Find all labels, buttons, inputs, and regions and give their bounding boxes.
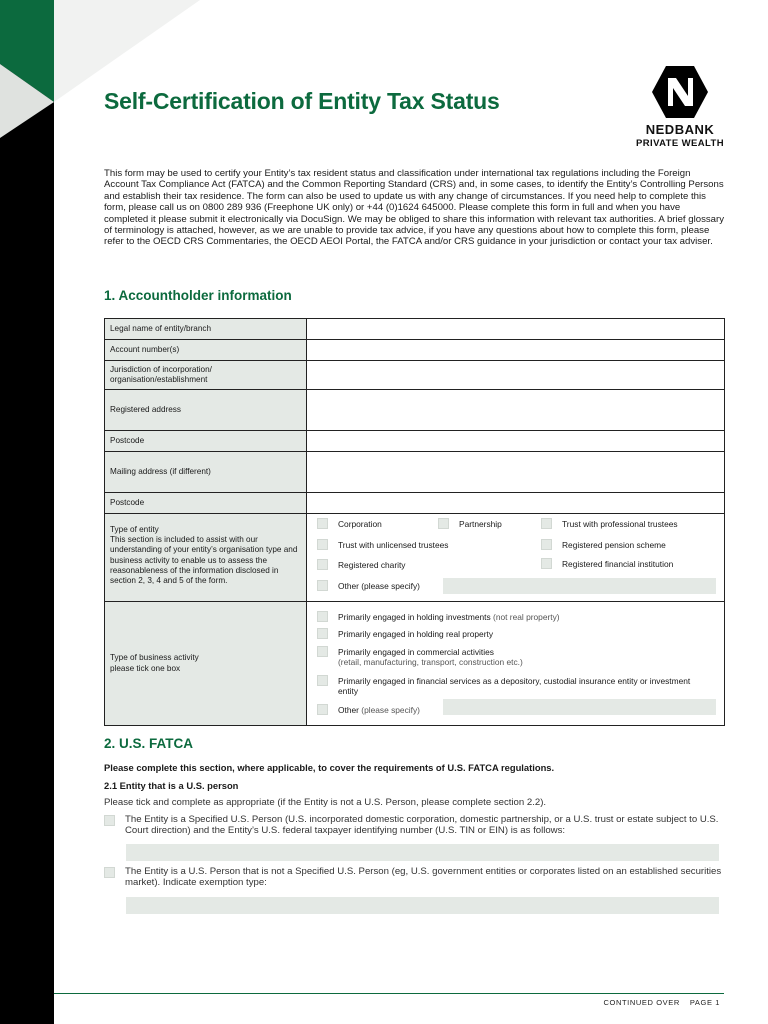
option-text: Other (338, 705, 359, 715)
us-tin-field[interactable] (126, 844, 719, 861)
registered-address-field[interactable] (307, 390, 724, 430)
account-number-label: Account number(s) (105, 340, 307, 360)
option-note: (please specify) (361, 705, 420, 715)
checkbox[interactable] (317, 646, 328, 657)
table-row (105, 493, 724, 514)
mailing-postcode-label: Postcode (105, 493, 307, 513)
table-row (105, 602, 724, 725)
left-decorative-band (0, 0, 54, 1024)
option-label: The Entity is a U.S. Person that is not a Specified U.S. Person (eg, U.S. government entities or corporates listed on an established securities market). Indicate exemption type: (125, 866, 722, 889)
table-row (105, 361, 724, 390)
business-activity-label (105, 602, 307, 725)
option-trust-unlicensed[interactable] (317, 540, 448, 550)
business-activity-options (307, 602, 724, 725)
continued-over-text: CONTINUED OVER (603, 998, 680, 1007)
postcode-label: Postcode (105, 431, 307, 451)
option-financial[interactable] (317, 676, 707, 696)
page-footer (560, 998, 720, 1007)
checkbox[interactable] (541, 558, 552, 569)
checkbox[interactable] (541, 518, 552, 529)
option-label: Partnership (459, 519, 502, 529)
entity-type-label (105, 514, 307, 601)
entity-type-options (307, 514, 724, 601)
checkbox[interactable] (317, 611, 328, 622)
table-row (105, 431, 724, 452)
option-partnership[interactable] (438, 519, 502, 529)
nedbank-logo (620, 66, 740, 149)
business-activity-description: please tick one box (110, 663, 181, 673)
brand-name: NEDBANK (645, 122, 715, 137)
activity-other-specify-field[interactable] (443, 699, 716, 715)
checkbox[interactable] (317, 559, 328, 570)
table-row (105, 340, 724, 361)
section2-heading: 2. U.S. FATCA (104, 736, 194, 751)
business-activity-title: Type of business activity (110, 653, 199, 663)
checkbox[interactable] (541, 539, 552, 550)
option-holding-property[interactable] (317, 629, 493, 639)
option-label: Primarily engaged in holding real property (338, 629, 494, 639)
us-non-specified-person-option[interactable] (104, 866, 724, 889)
accountholder-table (104, 318, 725, 726)
checkbox[interactable] (317, 539, 328, 550)
table-row (105, 514, 724, 602)
checkbox[interactable] (104, 867, 115, 878)
brand-subtitle: PRIVATE WEALTH (636, 138, 724, 149)
checkbox[interactable] (317, 518, 328, 529)
jurisdiction-field[interactable] (307, 361, 724, 389)
page-title: Self-Certification of Entity Tax Status (104, 88, 500, 114)
postcode-field[interactable] (307, 431, 724, 451)
option-pension[interactable] (541, 540, 666, 550)
section1-heading: 1. Accountholder information (104, 288, 292, 303)
option-text: Primarily engaged in holding investments (338, 612, 491, 622)
option-holding-investments[interactable] (317, 612, 560, 622)
section2-instruction: Please complete this section, where applicable, to cover the requirements of U.S. FATCA regulations. (104, 762, 555, 773)
registered-address-label: Registered address (105, 390, 307, 430)
section2-1-heading: 2.1 Entity that is a U.S. person (104, 780, 239, 791)
table-row (105, 319, 724, 340)
option-label: Registered charity (338, 560, 406, 570)
option-corporation[interactable] (317, 519, 382, 529)
option-label: Corporation (338, 519, 382, 529)
header-decoration (0, 0, 200, 150)
checkbox[interactable] (317, 675, 328, 686)
option-label: Trust with professional trustees (562, 519, 678, 529)
option-label: The Entity is a Specified U.S. Person (U.S. incorporated domestic corporation, domestic partnership, or a U.S. trust or estate subject to U.S. Court direction) and the Entity’s U.S. federal taxpayer identifying number (U.S. TIN or EIN) is as follows: (125, 814, 719, 837)
option-label: Other (please specify) (338, 581, 420, 591)
entity-type-description: This section is included to assist with our understanding of your entity’s organisation type and business activity to enable us to assess the reasonableness of the information disclosed in section 2, 3, 4 and 5 of the form. (110, 535, 298, 586)
option-label: Trust with unlicensed trustees (338, 540, 449, 550)
option-label (338, 705, 420, 715)
intro-paragraph: This form may be used to certify your Entity’s tax resident status and classification under international tax regulations including the Foreign Account Tax Compliance Act (FATCA) and the Common Reporting Standard (CRS) and, in some cases, to identify the Entity’s Controlling Persons and establish their tax residence. The form can also be used to update us with any change of circumstances. If you need help to complete this form, please call us on 0800 289 936 (Freephone UK only) or +44 (0)1624 645000. Please complete this form in full and when you have completed it please submit it electronically via DocuSign. We may be obliged to share this information with relevant tax authorities. A brief glossary of terminology is attached, however, as we are unable to provide tax advice, if you have any questions about how to complete this form, please refer to the OECD CRS Commentaries, the OECD AEOI Portal, the FATCA and/or CRS guidance in your jurisdiction or contact your tax adviser. (104, 168, 724, 248)
nedbank-logo-icon (652, 66, 708, 118)
option-commercial[interactable] (317, 647, 523, 667)
legal-name-label: Legal name of entity/branch (105, 319, 307, 339)
option-label (338, 612, 560, 622)
option-text: Primarily engaged in commercial activities (338, 647, 494, 657)
option-label: Registered financial institution (562, 559, 674, 569)
footer-divider (54, 993, 724, 994)
section2-1-instruction: Please tick and complete as appropriate (if the Entity is not a U.S. Person, please complete section 2.2). (104, 797, 547, 808)
checkbox[interactable] (317, 628, 328, 639)
option-activity-other[interactable] (317, 705, 420, 715)
account-number-field[interactable] (307, 340, 724, 360)
legal-name-field[interactable] (307, 319, 724, 339)
checkbox[interactable] (438, 518, 449, 529)
checkbox[interactable] (317, 580, 328, 591)
option-other[interactable] (317, 581, 420, 591)
option-label (338, 647, 523, 667)
option-financial-institution[interactable] (541, 559, 673, 569)
option-note: (not real property) (493, 612, 560, 622)
exemption-type-field[interactable] (126, 897, 719, 914)
table-row (105, 390, 724, 431)
entity-type-title: Type of entity (110, 525, 159, 534)
mailing-address-field[interactable] (307, 452, 724, 492)
checkbox[interactable] (317, 704, 328, 715)
us-specified-person-option[interactable] (104, 814, 724, 837)
mailing-address-label: Mailing address (if different) (105, 452, 307, 492)
option-label: Registered pension scheme (562, 540, 666, 550)
entity-other-specify-field[interactable] (443, 578, 716, 594)
page-number: PAGE 1 (689, 998, 720, 1007)
table-row (105, 452, 724, 493)
option-charity[interactable] (317, 560, 406, 570)
checkbox[interactable] (104, 815, 115, 826)
jurisdiction-label: Jurisdiction of incorporation/ organisation/establishment (105, 361, 307, 389)
mailing-postcode-field[interactable] (307, 493, 724, 513)
option-trust-professional[interactable] (541, 519, 678, 529)
option-note: (retail, manufacturing, transport, construction etc.) (338, 657, 523, 667)
option-label: Primarily engaged in financial services as a depository, custodial insurance entity or investment entity (338, 676, 691, 696)
